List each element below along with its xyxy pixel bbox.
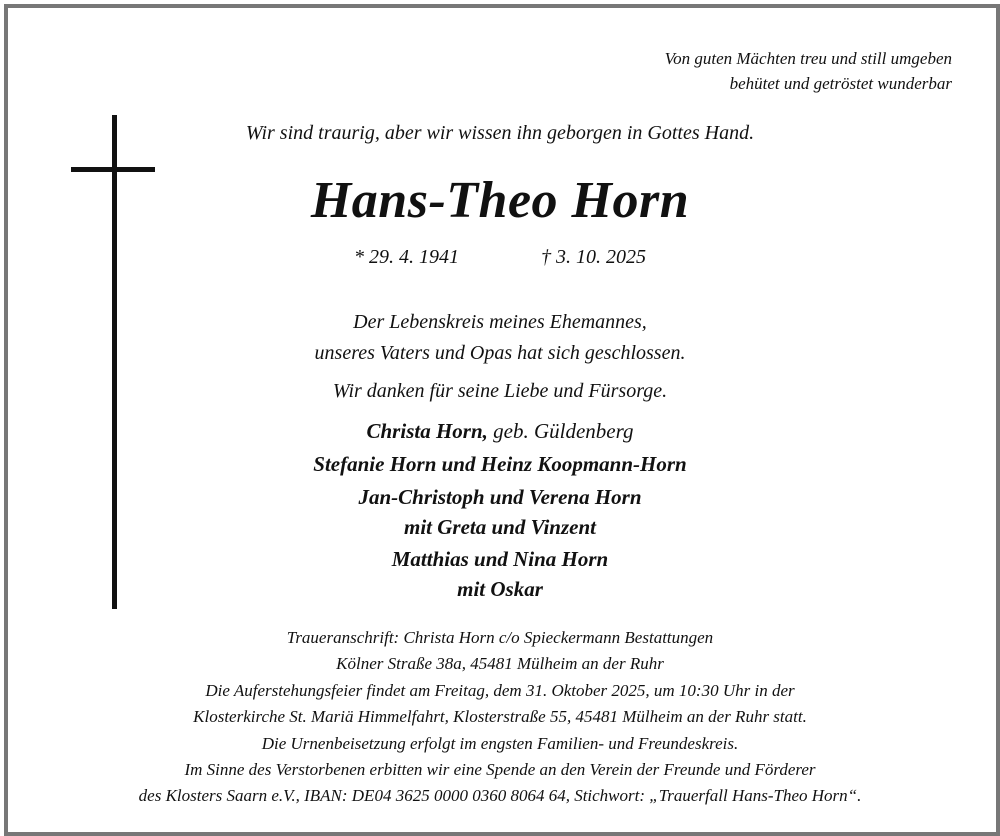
deceased-name: Hans-Theo Horn <box>310 172 690 229</box>
life-line-2: unseres Vaters und Opas hat sich geschlossen. <box>314 342 686 364</box>
life-statement <box>0 307 1000 369</box>
address-line-1: Traueranschrift: Christa Horn c/o Spieckermann Bestattungen <box>286 628 714 647</box>
intro-text: Wir sind traurig, aber wir wissen ihn geborgen in Gottes Hand. <box>245 122 755 144</box>
motto-quote <box>665 46 952 96</box>
thanks-text: Wir danken für seine Liebe und Fürsorge. <box>332 380 668 402</box>
ceremony-line-1: Die Auferstehungsfeier findet am Freitag, dem 31. Oktober 2025, um 10:30 Uhr in der <box>205 680 795 700</box>
family-line-2: Stefanie Horn und Heinz Koopmann-Horn <box>313 452 687 476</box>
birth-date: * 29. 4. 1941 <box>354 246 459 268</box>
wife-maiden-name: geb. Güldenberg <box>487 419 634 443</box>
donation-line-1: Im Sinne des Verstorbenen erbitten wir eine Spende an den Verein der Freunde und Förderer <box>184 760 816 780</box>
life-line-1: Der Lebenskreis meines Ehemannes, <box>353 311 647 333</box>
family-line-3: Jan-Christoph und Verena Horn <box>358 485 642 509</box>
motto-line-2: behütet und getröstet wunderbar <box>729 74 952 93</box>
ceremony-line-2: Klosterkirche St. Mariä Himmelfahrt, Klosterstraße 55, 45481 Mülheim an der Ruhr statt. <box>193 707 807 727</box>
address-line-2: Kölner Straße 38a, 45481 Mülheim an der Ruhr <box>336 654 664 674</box>
family-line-6: mit Oskar <box>457 577 543 601</box>
burial-line: Die Urnenbeisetzung erfolgt im engsten Familien- und Freundeskreis. <box>261 733 739 753</box>
life-dates <box>0 246 1000 269</box>
family-list <box>0 416 1000 604</box>
family-line-5: Matthias und Nina Horn <box>391 547 609 571</box>
motto-line-1: Von guten Mächten treu und still umgeben <box>664 49 952 68</box>
family-line-4: mit Greta und Vinzent <box>404 515 596 539</box>
wife-name: Christa Horn, <box>366 419 488 443</box>
death-date: † 3. 10. 2025 <box>541 246 646 268</box>
family-line-wife <box>0 416 1000 447</box>
donation-line-2: des Klosters Saarn e.V., IBAN: DE04 3625 0000 0360 8064 64, Stichwort: „Trauerfall Hans-Theo Horn“. <box>138 786 862 806</box>
funeral-information <box>0 625 1000 810</box>
